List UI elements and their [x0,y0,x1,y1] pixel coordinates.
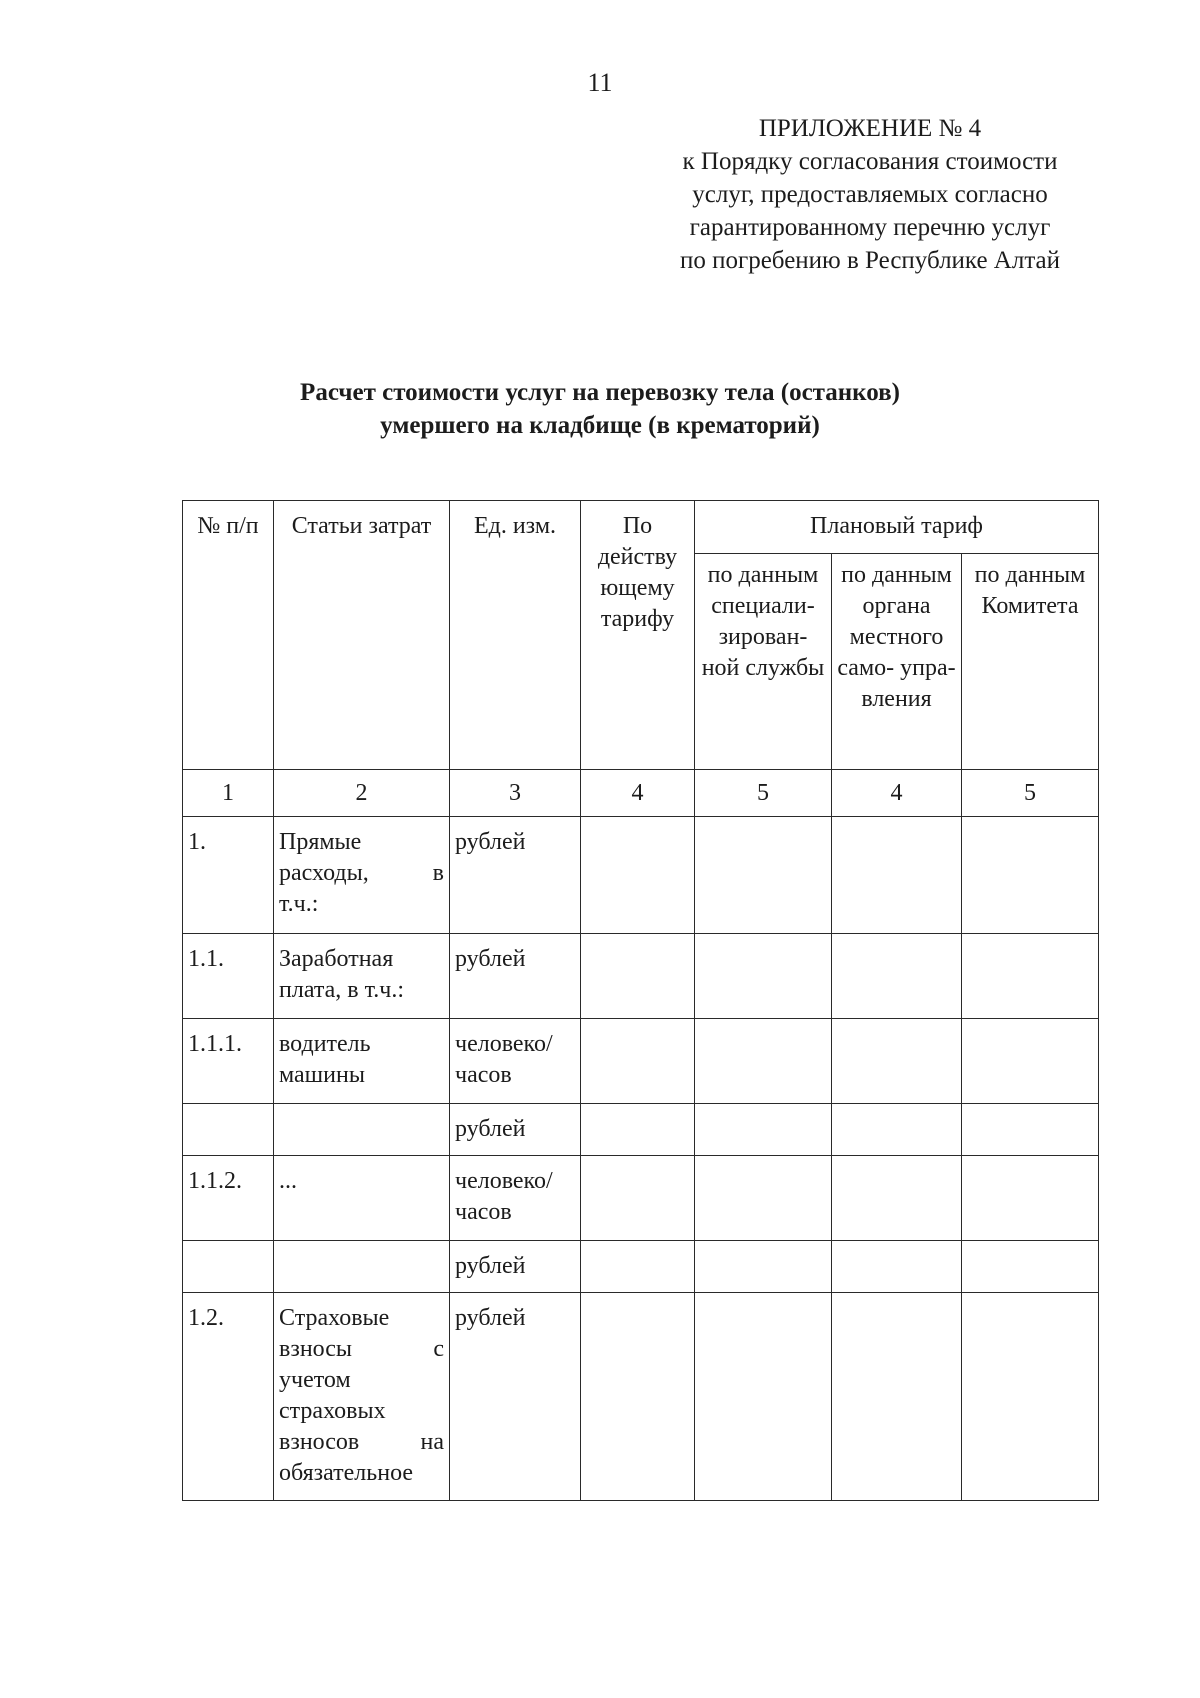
item-line: плата, в т.ч.: [279,977,405,1003]
row-unit: рублей [450,934,581,1019]
row-unit: рублей [450,1241,581,1293]
column-numbers-row [183,770,1099,817]
item-line: Страховые [279,1305,390,1331]
item-line: учетом [279,1367,351,1393]
table-row [183,1019,1099,1104]
cell-current [581,1293,695,1501]
cell-local-gov [832,1104,962,1156]
cell-committee [962,934,1099,1019]
row-item [274,1104,450,1156]
appendix-line: по погребению в Республике Алтай [679,247,1061,274]
row-item [274,1241,450,1293]
item-line: ... [279,1168,297,1194]
cell-current [581,1104,695,1156]
item-line: страховых [279,1398,386,1424]
cell-committee [962,1104,1099,1156]
row-num: 1.1.1. [183,1019,274,1104]
table-row [183,934,1099,1019]
header-local-government: по данным органа местного само- упра- вления [832,554,962,770]
item-line: Заработная [279,946,394,972]
row-unit: рублей [450,1293,581,1501]
column-number: 3 [450,770,581,817]
cell-current [581,817,695,934]
item-line: водитель [279,1031,371,1057]
cell-specialized [695,934,832,1019]
header-num: № п/п [183,501,274,770]
cell-local-gov [832,1156,962,1241]
row-item [274,1293,450,1501]
table-row [183,1293,1099,1501]
column-number: 1 [183,770,274,817]
cell-committee [962,817,1099,934]
row-num [183,1104,274,1156]
cell-local-gov [832,1293,962,1501]
row-num: 1. [183,817,274,934]
row-unit: человеко/ часов [450,1156,581,1241]
row-unit: человеко/ часов [450,1019,581,1104]
column-number: 4 [581,770,695,817]
cell-committee [962,1019,1099,1104]
cell-current [581,934,695,1019]
item-line: взносы с [279,1336,444,1362]
cell-committee [962,1241,1099,1293]
column-number: 5 [962,770,1099,817]
cell-local-gov [832,1019,962,1104]
header-planned-tariff: Плановый тариф [695,501,1099,554]
item-line: взносов на [279,1429,444,1455]
row-num: 1.1.2. [183,1156,274,1241]
cell-local-gov [832,1241,962,1293]
appendix-line: к Порядку согласования стоимости [682,148,1058,175]
appendix-line: гарантированному перечню услуг [689,214,1051,241]
header-items: Статьи затрат [274,501,450,770]
item-line: т.ч.: [279,891,319,917]
appendix-header [640,112,1100,277]
cell-local-gov [832,817,962,934]
title-line: умершего на кладбище (в крематорий) [380,412,820,439]
table-row [183,817,1099,934]
item-line: обязательное [279,1460,414,1486]
cell-specialized [695,1293,832,1501]
row-num [183,1241,274,1293]
row-unit: рублей [450,1104,581,1156]
item-line: Прямые [279,829,362,855]
row-unit: рублей [450,817,581,934]
item-line: машины [279,1062,365,1088]
cell-specialized [695,1104,832,1156]
cell-current [581,1019,695,1104]
appendix-line: услуг, предоставляемых согласно [692,181,1048,208]
header-unit: Ед. изм. [450,501,581,770]
row-item [274,1156,450,1241]
column-number: 5 [695,770,832,817]
document-title [0,376,1200,442]
cell-committee [962,1156,1099,1241]
cell-current [581,1156,695,1241]
cell-committee [962,1293,1099,1501]
row-item [274,1019,450,1104]
column-number: 4 [832,770,962,817]
title-line: Расчет стоимости услуг на перевозку тела (останков) [300,379,900,406]
cell-specialized [695,1019,832,1104]
cell-specialized [695,1156,832,1241]
cost-calculation-table [182,500,1099,1501]
table-row [183,1156,1099,1241]
column-number: 2 [274,770,450,817]
row-num: 1.2. [183,1293,274,1501]
appendix-line: ПРИЛОЖЕНИЕ № 4 [758,115,982,142]
header-committee: по данным Комитета [962,554,1099,770]
header-specialized-service: по данным специали- зирован- ной службы [695,554,832,770]
cell-specialized [695,1241,832,1293]
cell-local-gov [832,934,962,1019]
row-item [274,817,450,934]
cell-specialized [695,817,832,934]
row-num: 1.1. [183,934,274,1019]
page-number: 11 [587,68,613,97]
table-row [183,1241,1099,1293]
item-line: расходы, в [279,860,444,886]
table-row [183,1104,1099,1156]
row-item [274,934,450,1019]
cell-current [581,1241,695,1293]
header-current-tariff: По действу ющему тарифу [581,501,695,770]
